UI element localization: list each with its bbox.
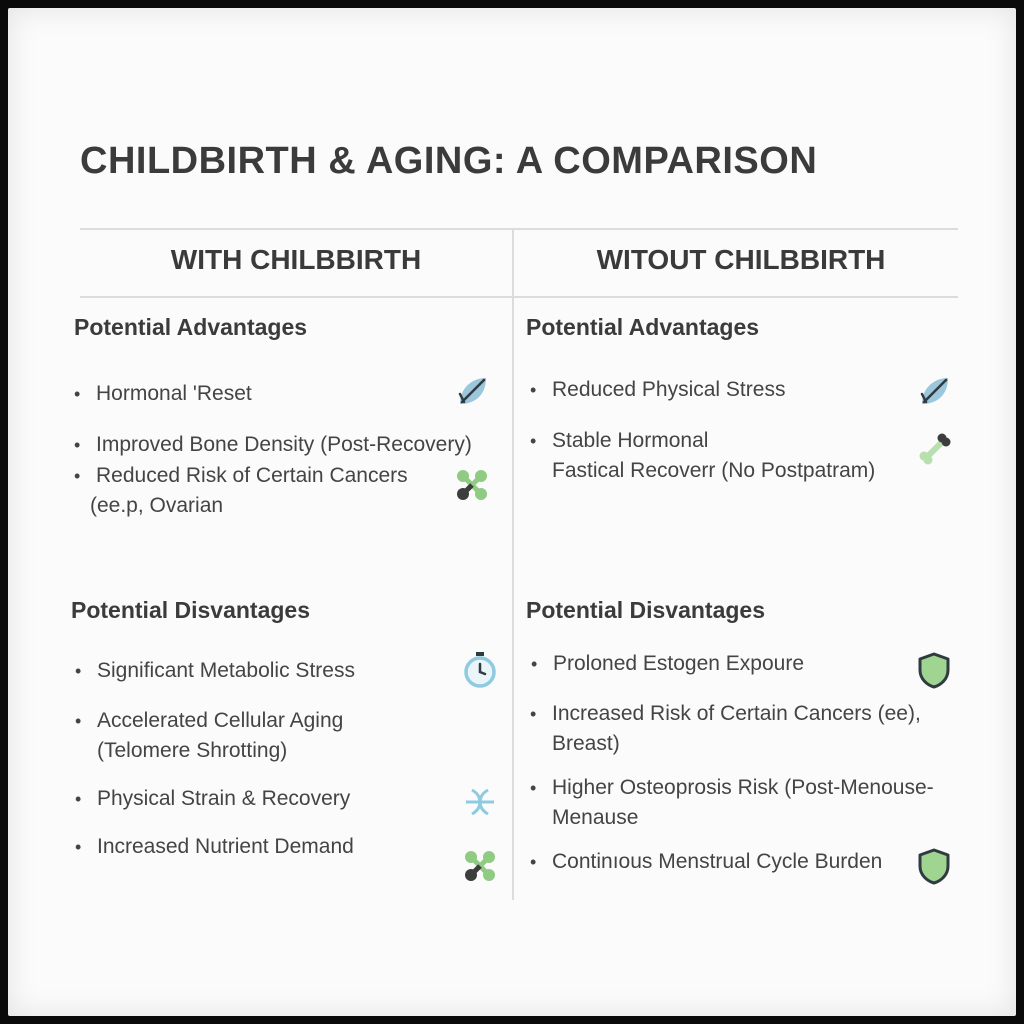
list-item bbox=[75, 832, 354, 862]
list-item bbox=[530, 699, 921, 759]
item-text: Continıous Menstrual Cycle Burden bbox=[552, 850, 883, 873]
bullet: • bbox=[530, 852, 537, 872]
item-text-continued: Menause bbox=[552, 806, 639, 829]
bullet: • bbox=[530, 431, 537, 451]
list-item bbox=[530, 426, 875, 486]
item-text: Increased Nutrient Demand bbox=[97, 835, 354, 858]
item-text: Increased Risk of Certain Cancers (ee), bbox=[552, 702, 921, 725]
bullet: • bbox=[75, 837, 82, 857]
item-text: Reduced Risk of Certain Cancers bbox=[96, 464, 408, 487]
list-item bbox=[75, 656, 355, 686]
item-text-continued: (Telomere Shrotting) bbox=[97, 739, 288, 762]
list-item bbox=[530, 375, 785, 405]
item-text: Proloned Estogen Expoure bbox=[553, 652, 805, 675]
left-advantages-title: Potential Advantages bbox=[74, 314, 308, 340]
item-text: Reduced Physical Stress bbox=[552, 378, 786, 401]
top-divider bbox=[80, 228, 958, 230]
bullet: • bbox=[74, 435, 81, 455]
item-text: Hormonal 'Reset bbox=[96, 382, 252, 405]
left-column-heading: WITH CHILBBIRTH bbox=[170, 244, 422, 275]
list-item bbox=[75, 784, 350, 814]
list-item bbox=[74, 379, 252, 409]
list-item bbox=[530, 773, 934, 833]
item-text: Accelerated Cellular Aging bbox=[97, 709, 344, 732]
right-column-heading: WITOUT CHILBBIRTH bbox=[596, 244, 886, 275]
bullet: • bbox=[530, 704, 537, 724]
bullet: • bbox=[530, 380, 537, 400]
bullet: • bbox=[530, 778, 537, 798]
item-text: Stable Hormonal bbox=[552, 429, 709, 452]
list-item bbox=[75, 706, 343, 766]
shield-icon bbox=[914, 650, 954, 690]
bullet: • bbox=[75, 711, 82, 731]
shield-icon bbox=[914, 846, 954, 886]
leaf-icon bbox=[914, 372, 954, 412]
item-text: Physical Strain & Recovery bbox=[97, 787, 351, 810]
list-item bbox=[74, 461, 408, 521]
bone-icon bbox=[914, 428, 954, 468]
list-item bbox=[74, 430, 472, 460]
bullet: • bbox=[531, 654, 538, 674]
molecule-icon bbox=[452, 465, 492, 505]
bullet: • bbox=[74, 384, 81, 404]
right-disadvantages-title: Potential Disvantages bbox=[526, 597, 766, 623]
list-item bbox=[530, 847, 882, 877]
item-text: Higher Osteoprosis Risk (Post-Menouse- bbox=[552, 776, 934, 799]
bullet: • bbox=[74, 466, 81, 486]
item-text-continued: Breast) bbox=[552, 732, 620, 755]
bullet: • bbox=[75, 789, 82, 809]
column-divider bbox=[512, 230, 514, 900]
infographic-card bbox=[8, 8, 1016, 1016]
leaf-icon bbox=[452, 372, 492, 412]
item-text: Improved Bone Density (Post-Recovery) bbox=[96, 433, 472, 456]
right-advantages-title: Potential Advantages bbox=[526, 314, 760, 340]
header-divider bbox=[80, 296, 958, 298]
left-disadvantages-title: Potential Disvantages bbox=[71, 597, 311, 623]
molecule-icon bbox=[460, 846, 500, 886]
item-text: Significant Metabolic Stress bbox=[97, 659, 355, 682]
dna-icon bbox=[460, 782, 500, 822]
list-item bbox=[531, 649, 804, 679]
item-text-continued: Fastical Recoverr (No Postpatram) bbox=[552, 459, 876, 482]
page-title: CHILDBIRTH & AGING: A COMPARISON bbox=[80, 140, 818, 182]
bullet: • bbox=[75, 661, 82, 681]
stopwatch-icon bbox=[460, 650, 500, 690]
item-text-continued: (ee.p, Ovarian bbox=[90, 494, 224, 517]
